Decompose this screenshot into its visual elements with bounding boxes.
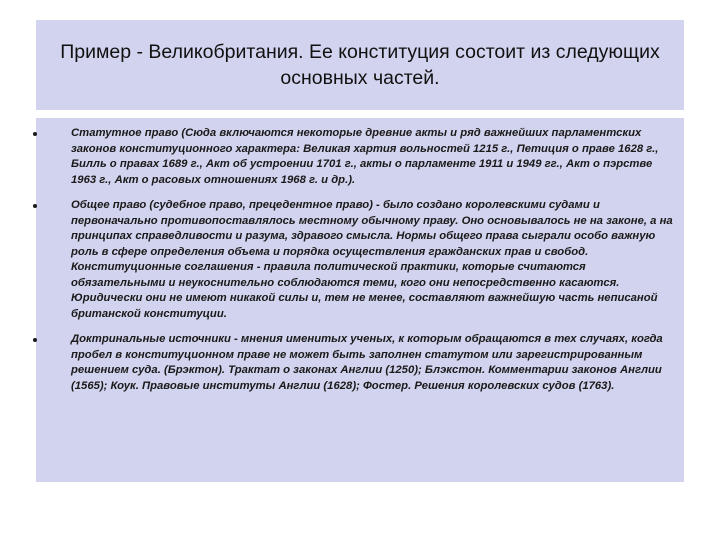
list-item	[36, 126, 678, 188]
list-item	[36, 198, 678, 322]
title-panel	[36, 20, 684, 110]
bullet-icon	[33, 132, 37, 136]
bullet-list	[36, 118, 684, 394]
bullet-text: Общее право (судебное право, прецедентное право) - было создано королевскими судами и первоначально противопоставлялось местному обычному праву. Оно основывалось не на законе, а на принципах справедливости и разума, здравого смысла. Нормы общего права сыграли особо важную роль в сфере определения объема и порядка осуществления гражданских прав и свобод. Конституционные соглашения - правила политической практики, которые считаются обязательными и неукоснительно соблюдаются теми, кого они непосредственно касаются. Юридически они не имеют никакой силы и, тем не менее, составляют важнейшую часть неписаной британской конституции.	[71, 199, 673, 320]
bullet-icon	[33, 338, 37, 342]
content-panel	[36, 118, 684, 482]
slide-title: Пример - Великобритания. Ее конституция состоит из следующих основных частей.	[60, 41, 660, 89]
bullet-icon	[33, 204, 37, 208]
bullet-text: Доктринальные источники - мнения именитых ученых, к которым обращаются в тех случаях, когда пробел в конституционном праве не может быть заполнен статутом или зарегистрированным решением суда. (Брэктон). Трактат о законах Англии (1250); Блэкстон. Комментарии законов Англии (1565); Коук. Правовые институты Англии (1628); Фостер. Решения королевских судов (1763).	[71, 333, 663, 392]
bullet-text: Статутное право (Сюда включаются некоторые древние акты и ряд важнейших парламентских законов конституционного характера: Великая хартия вольностей 1215 г., Петиция о праве 1628 г., Билль о правах 1689 г., Акт об устроении 1701 г., акты о парламенте 1911 и 1949 гг., Акт о пэрстве 1963 г., Акт о расовых отношениях 1968 г. и др.).	[71, 127, 659, 186]
list-item	[36, 332, 678, 394]
